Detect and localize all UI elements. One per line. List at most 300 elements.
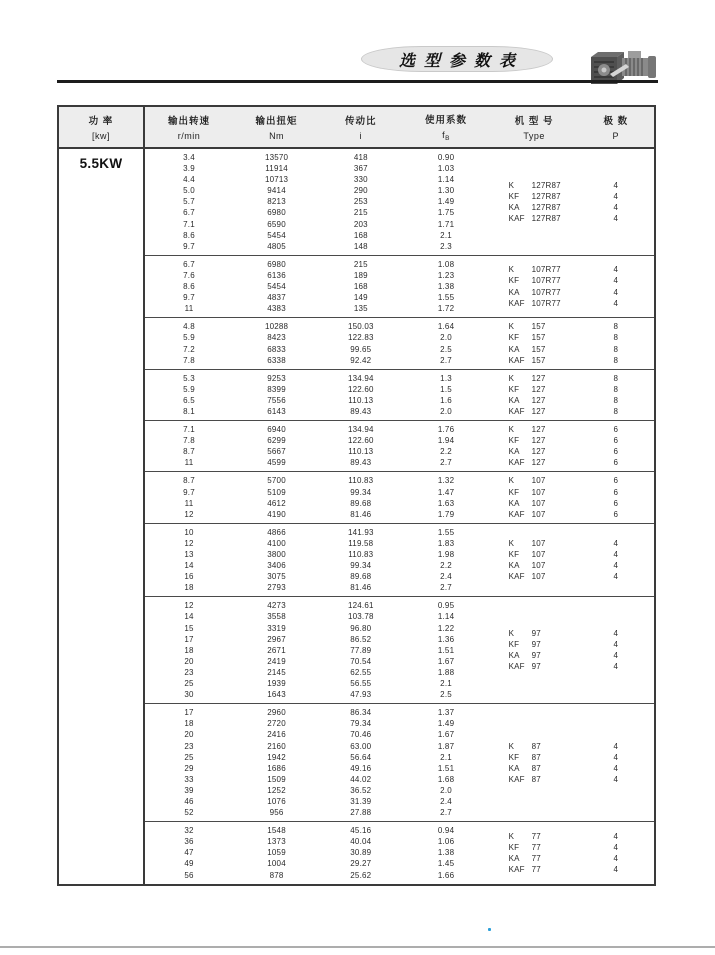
torque-value: 4866 (267, 527, 286, 537)
model-prefix: KAF (508, 864, 525, 874)
model-prefix: KF (508, 436, 520, 446)
pole-value: 6 (613, 476, 619, 486)
rpm-value: 5.7 (183, 197, 195, 207)
model-code: 157 (531, 322, 546, 332)
model-code: 127 (531, 458, 546, 468)
ratio-value: 44.02 (350, 774, 372, 784)
poles-column (578, 600, 654, 700)
rpm-value: 5.0 (183, 186, 195, 196)
torque-value: 6833 (267, 344, 286, 354)
factor-value: 2.2 (440, 561, 452, 571)
rpm-value: 20 (184, 730, 194, 740)
model-prefix: K (508, 629, 515, 639)
model-prefix: K (508, 476, 515, 486)
factor-value: 2.0 (440, 785, 452, 795)
model-code: 107 (531, 509, 546, 519)
torque-value: 6980 (267, 208, 286, 218)
torque-unit: Nm (269, 131, 285, 141)
model-type (509, 752, 541, 763)
ratio-value: 148 (353, 241, 368, 251)
torque-value: 8213 (267, 197, 286, 207)
ratio-column (320, 707, 401, 818)
factor-value: 2.0 (440, 333, 452, 343)
ratio-value: 99.34 (350, 487, 372, 497)
torque-value: 2160 (267, 741, 286, 751)
torque-value: 3800 (267, 550, 286, 559)
pole-value: 4 (613, 180, 619, 190)
rpm-value: 10 (184, 527, 194, 537)
torque-value: 1643 (267, 690, 286, 700)
factor-value: 1.94 (437, 436, 455, 446)
model-type (509, 373, 546, 384)
ratio-value: 134.94 (347, 373, 374, 383)
model-type (509, 650, 541, 661)
model-type (509, 498, 546, 509)
parameter-block (145, 369, 654, 420)
factor-value: 1.66 (437, 870, 455, 880)
torque-column (233, 600, 320, 700)
ratio-value: 70.54 (350, 656, 372, 666)
ratio-value: 89.68 (350, 572, 372, 582)
torque-value: 10288 (264, 322, 289, 332)
factor-column (402, 600, 491, 700)
type-column (491, 152, 578, 252)
factor-value: 1.37 (437, 708, 455, 718)
factor-value: 2.3 (440, 241, 452, 251)
rpm-value: 12 (184, 509, 194, 519)
model-type (509, 560, 546, 571)
rpm-value: 5.3 (183, 373, 195, 383)
ratio-value: 330 (353, 175, 368, 185)
pole-value: 4 (613, 191, 619, 201)
table-header (59, 107, 654, 149)
ratio-value: 134.94 (347, 425, 374, 435)
ratio-value: 203 (353, 219, 368, 229)
model-type (509, 298, 561, 309)
rpm-value: 47 (184, 848, 194, 858)
rpm-value: 7.8 (183, 436, 195, 446)
parameter-block (145, 523, 654, 597)
model-type (509, 763, 541, 774)
factor-value: 2.0 (440, 406, 452, 416)
ratio-column (320, 825, 401, 880)
factor-value: 1.68 (437, 774, 455, 784)
model-code: 127 (531, 406, 546, 416)
torque-value: 2960 (267, 708, 286, 718)
factor-value: 1.14 (437, 612, 455, 622)
parameter-block (145, 821, 654, 883)
torque-value: 10713 (264, 175, 289, 185)
ratio-value: 86.34 (350, 708, 372, 718)
model-type (509, 406, 546, 417)
power-label: 功 率 (88, 116, 114, 127)
model-prefix: KA (508, 498, 520, 508)
model-prefix: KF (508, 384, 520, 394)
ratio-column (320, 475, 401, 519)
rpm-value: 6.7 (183, 208, 195, 218)
rpm-value: 8.7 (183, 447, 195, 457)
ratio-value: 141.93 (347, 527, 374, 537)
torque-value: 1004 (267, 859, 286, 869)
factor-value: 1.83 (437, 538, 455, 548)
rpm-value: 29 (184, 763, 194, 773)
rpm-column (145, 321, 233, 365)
torque-value: 3075 (267, 572, 286, 582)
factor-value: 1.76 (437, 425, 455, 435)
factor-value: 2.1 (440, 752, 452, 762)
ratio-column (320, 527, 401, 594)
model-code: 127 (531, 447, 546, 457)
torque-column (233, 321, 320, 365)
ratio-value: 29.27 (350, 859, 372, 869)
ratio-value: 168 (353, 282, 368, 292)
parameter-block (145, 703, 654, 821)
model-type (509, 571, 546, 582)
model-prefix: KAF (508, 406, 525, 416)
pole-value: 4 (613, 651, 619, 661)
model-code: 157 (531, 333, 546, 343)
model-prefix: KA (508, 447, 520, 457)
model-code: 97 (531, 662, 541, 672)
torque-column (233, 825, 320, 880)
pole-value: 4 (613, 864, 619, 874)
type-unit: Type (523, 131, 545, 141)
ratio-value: 89.43 (350, 406, 372, 416)
model-prefix: KF (508, 550, 520, 559)
model-prefix: KF (508, 276, 520, 286)
model-type (509, 457, 546, 468)
parameter-blocks (145, 149, 654, 884)
torque-value: 1942 (267, 752, 286, 762)
model-code: 97 (531, 629, 541, 639)
rpm-value: 52 (184, 808, 194, 818)
rpm-value: 18 (184, 719, 194, 729)
header-poles (578, 107, 654, 147)
rpm-value: 20 (184, 656, 194, 666)
factor-value: 0.95 (437, 601, 455, 611)
factor-value: 1.23 (437, 270, 455, 280)
ratio-value: 77.89 (350, 645, 372, 655)
model-prefix: K (508, 741, 515, 751)
model-code: 127R87 (531, 202, 561, 212)
model-type (509, 191, 561, 202)
header-model-type (491, 107, 578, 147)
ratio-value: 149 (353, 293, 368, 303)
ratio-value: 215 (353, 259, 368, 269)
torque-value: 13570 (264, 153, 289, 162)
rpm-column (145, 707, 233, 818)
poles-column (578, 475, 654, 519)
model-type (509, 538, 546, 549)
model-type (509, 446, 546, 457)
model-type (509, 509, 546, 520)
factor-value: 1.36 (437, 634, 455, 644)
rpm-value: 12 (184, 538, 194, 548)
ratio-value: 367 (353, 164, 368, 174)
factor-value: 2.4 (440, 572, 452, 582)
model-prefix: KF (508, 752, 520, 762)
ratio-value: 56.55 (350, 679, 372, 689)
rpm-value: 12 (184, 601, 194, 611)
model-prefix: KA (508, 395, 520, 405)
poles-column (578, 825, 654, 880)
pole-value: 4 (613, 741, 619, 751)
factor-value: 1.87 (437, 741, 455, 751)
model-prefix: KA (508, 344, 520, 354)
model-code: 87 (531, 763, 541, 773)
factor-value: 1.79 (437, 509, 455, 519)
factor-label: 使用系数 (425, 115, 468, 126)
rpm-value: 7.8 (183, 355, 195, 365)
torque-column (233, 475, 320, 519)
ratio-value: 110.83 (348, 550, 374, 559)
model-prefix: KF (508, 487, 520, 497)
torque-column (233, 259, 320, 314)
torque-value: 1939 (267, 679, 286, 689)
poles-column (578, 321, 654, 365)
rpm-value: 5.9 (183, 333, 195, 343)
model-code: 87 (531, 774, 541, 784)
ratio-value: 110.13 (348, 447, 374, 457)
pole-unit: P (612, 131, 620, 141)
ratio-value: 30.89 (350, 848, 372, 858)
model-prefix: KF (508, 640, 520, 650)
rpm-value: 15 (184, 623, 194, 633)
factor-value: 1.06 (437, 837, 455, 847)
model-type (509, 487, 546, 498)
torque-value: 6338 (267, 355, 286, 365)
model-code: 127 (531, 373, 546, 383)
speed-label: 输出转速 (168, 116, 211, 127)
torque-value: 4599 (267, 458, 286, 468)
model-prefix: KAF (508, 298, 525, 308)
model-prefix: K (508, 322, 515, 332)
factor-value: 1.49 (437, 197, 455, 207)
model-code: 127R87 (531, 180, 561, 190)
factor-value: 1.22 (437, 623, 455, 633)
ratio-value: 122.60 (347, 436, 374, 446)
model-prefix: KAF (508, 572, 525, 582)
rpm-value: 14 (184, 612, 194, 622)
model-code: 107 (531, 572, 546, 582)
model-code: 77 (531, 842, 541, 852)
pole-value: 8 (613, 395, 619, 405)
pole-value: 6 (613, 425, 619, 435)
pole-value: 4 (613, 640, 619, 650)
model-type (509, 180, 561, 191)
type-label: 机 型 号 (514, 116, 554, 127)
pole-value: 4 (613, 561, 619, 571)
torque-value: 4273 (267, 601, 286, 611)
ratio-value: 99.65 (350, 344, 372, 354)
ratio-value: 36.52 (350, 785, 372, 795)
factor-value: 2.7 (440, 808, 452, 818)
ratio-value: 119.58 (348, 538, 374, 548)
rpm-value: 7.1 (183, 219, 195, 229)
rpm-value: 9.7 (183, 241, 195, 251)
factor-value: 1.75 (437, 208, 455, 218)
torque-value: 4383 (267, 304, 286, 314)
torque-value: 5667 (267, 447, 286, 457)
torque-value: 1548 (267, 826, 286, 836)
ratio-value: 31.39 (350, 796, 372, 806)
model-prefix: K (508, 265, 515, 275)
header-service-factor (402, 107, 491, 147)
factor-value: 2.7 (440, 355, 452, 365)
torque-value: 4805 (267, 241, 286, 251)
model-code: 127 (531, 384, 546, 394)
pole-value: 8 (613, 344, 619, 354)
type-column (491, 373, 578, 417)
model-code: 77 (531, 864, 541, 874)
factor-column (402, 527, 491, 594)
torque-value: 2720 (267, 719, 286, 729)
type-column (491, 424, 578, 468)
model-prefix: KAF (508, 458, 525, 468)
rpm-column (145, 152, 233, 252)
ratio-value: 253 (353, 197, 368, 207)
model-type (509, 202, 561, 213)
pole-label: 极 数 (603, 116, 629, 127)
model-type (509, 475, 546, 486)
pole-value: 4 (613, 538, 619, 548)
model-code: 97 (531, 640, 541, 650)
rpm-column (145, 600, 233, 700)
torque-value: 1252 (267, 785, 286, 795)
type-column (491, 475, 578, 519)
rpm-value: 25 (184, 752, 194, 762)
model-code: 97 (531, 651, 541, 661)
torque-value: 1509 (267, 774, 286, 784)
rpm-value: 32 (184, 826, 194, 836)
rpm-value: 8.6 (183, 282, 195, 292)
model-code: 107 (531, 538, 546, 548)
rpm-value: 17 (184, 634, 194, 644)
type-column (491, 825, 578, 880)
rpm-value: 8.6 (183, 230, 195, 240)
pole-value: 6 (613, 509, 619, 519)
ratio-value: 189 (353, 270, 368, 280)
model-code: 107R77 (531, 287, 561, 297)
model-code: 107 (531, 498, 546, 508)
torque-value: 4190 (267, 509, 286, 519)
factor-value: 2.7 (440, 458, 452, 468)
pole-value: 4 (613, 550, 619, 559)
torque-value: 2793 (267, 583, 286, 593)
model-type (509, 264, 561, 275)
rpm-value: 23 (184, 667, 194, 677)
torque-value: 7556 (267, 395, 286, 405)
model-prefix: KAF (508, 662, 525, 672)
model-type (509, 355, 546, 366)
parameter-block (145, 420, 654, 471)
pole-value: 8 (613, 333, 619, 343)
page-bottom-rule (0, 946, 715, 948)
pole-value: 8 (613, 322, 619, 332)
ratio-value: 215 (353, 208, 368, 218)
ratio-unit: i (359, 131, 363, 141)
ratio-value: 49.16 (350, 763, 372, 773)
model-prefix: KA (508, 202, 520, 212)
pole-value: 4 (613, 276, 619, 286)
torque-value: 878 (269, 870, 284, 880)
torque-value: 2671 (267, 645, 286, 655)
factor-value: 0.94 (437, 826, 455, 836)
model-prefix: K (508, 425, 515, 435)
factor-value: 1.47 (437, 487, 455, 497)
model-code: 77 (531, 853, 541, 863)
rpm-value: 9.7 (183, 487, 195, 497)
factor-value: 1.67 (437, 730, 455, 740)
torque-column (233, 707, 320, 818)
gearmotor-photo-icon (588, 44, 662, 92)
model-code: 107 (531, 476, 546, 486)
pole-value: 6 (613, 458, 619, 468)
factor-column (402, 259, 491, 314)
ratio-value: 81.46 (350, 509, 372, 519)
rpm-value: 18 (184, 583, 194, 593)
ratio-value: 86.52 (350, 634, 372, 644)
factor-column (402, 825, 491, 880)
model-prefix: K (508, 831, 515, 841)
ratio-column (320, 424, 401, 468)
model-type (509, 287, 561, 298)
factor-value: 1.98 (437, 550, 455, 559)
torque-column (233, 424, 320, 468)
pole-value: 4 (613, 831, 619, 841)
parameter-block (145, 471, 654, 522)
ratio-value: 99.34 (350, 561, 372, 571)
table-body (59, 149, 654, 884)
torque-column (233, 527, 320, 594)
torque-value: 9414 (267, 186, 286, 196)
torque-value: 6299 (267, 436, 286, 446)
torque-column (233, 373, 320, 417)
header-power (59, 107, 145, 147)
pole-value: 4 (613, 774, 619, 784)
rpm-value: 49 (184, 859, 194, 869)
rpm-value: 39 (184, 785, 194, 795)
model-code: 107 (531, 550, 546, 559)
rpm-column (145, 259, 233, 314)
torque-value: 5700 (267, 476, 286, 486)
pole-value: 8 (613, 355, 619, 365)
pole-value: 8 (613, 384, 619, 394)
rpm-value: 8.1 (183, 406, 195, 416)
type-column (491, 259, 578, 314)
power-value: 5.5KW (59, 149, 145, 884)
model-code: 127R87 (531, 214, 561, 224)
rpm-value: 14 (184, 561, 194, 571)
pole-value: 4 (613, 214, 619, 224)
factor-value: 2.1 (440, 230, 452, 240)
factor-value: 1.45 (437, 859, 455, 869)
pole-value: 4 (613, 572, 619, 582)
factor-value: 2.5 (440, 344, 452, 354)
ratio-column (320, 259, 401, 314)
ratio-value: 168 (353, 230, 368, 240)
factor-value: 1.67 (437, 656, 455, 666)
poles-column (578, 259, 654, 314)
parameter-block (145, 596, 654, 703)
factor-value: 1.51 (437, 763, 455, 773)
factor-value: 2.2 (440, 447, 452, 457)
torque-value: 5454 (267, 230, 286, 240)
pole-value: 4 (613, 842, 619, 852)
model-prefix: KA (508, 561, 520, 571)
torque-value: 3406 (267, 561, 286, 571)
rpm-value: 8.7 (183, 476, 195, 486)
